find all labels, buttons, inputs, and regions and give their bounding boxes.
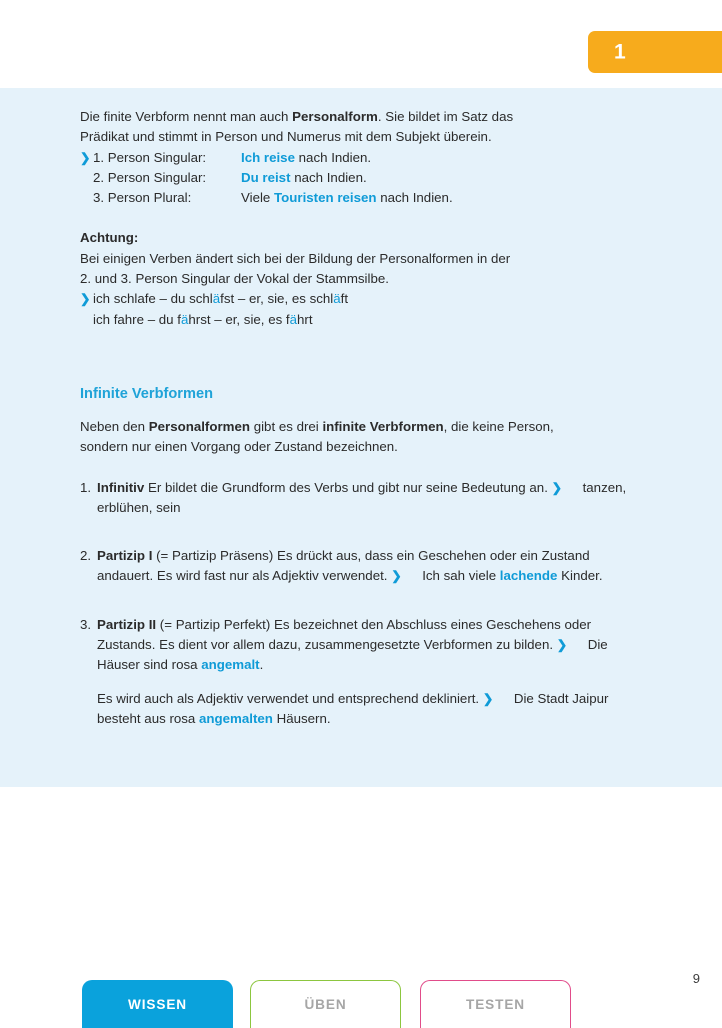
item-extra-text: Es wird auch als Adjektiv verwendet und entsprechend dekliniert. bbox=[97, 690, 480, 706]
ex1-part1: ich schlafe – du schl bbox=[93, 291, 213, 307]
list-item bbox=[80, 546, 630, 587]
person-accent-phrase: Du reist bbox=[241, 169, 291, 185]
example-accent: lachende bbox=[499, 568, 558, 584]
chevron-bullet-icon: ❯ bbox=[80, 292, 91, 307]
achtung-block bbox=[80, 228, 630, 329]
person-row bbox=[80, 148, 630, 168]
section-heading: Infinite Verbformen bbox=[80, 385, 213, 402]
ex2-vowel-1: ä bbox=[180, 311, 189, 327]
item-title-bold: Partizip I bbox=[97, 548, 153, 564]
chevron-bullet-icon: ❯ bbox=[80, 150, 91, 165]
example-post: . bbox=[259, 657, 264, 673]
item-body-line: allem dazu, zusammengesetzte Verbformen zu bilden. bbox=[233, 637, 554, 653]
section-intro-line-1 bbox=[80, 417, 630, 437]
chapter-number: 1 bbox=[614, 40, 626, 64]
achtung-title bbox=[80, 228, 630, 248]
extra-example-pre: Die Stadt Jaipur besteht aus rosa bbox=[97, 690, 609, 726]
achtung-title-text: Achtung: bbox=[80, 230, 139, 246]
item-title bbox=[97, 548, 273, 563]
ex1-part2: fst – er, sie, es schl bbox=[220, 291, 334, 307]
item-marker: 1. bbox=[80, 479, 92, 495]
achtung-line-1: Bei einigen Verben ändert sich bei der Bildung der Personalformen in der bbox=[80, 250, 511, 266]
item-body bbox=[97, 478, 630, 519]
ex2-part3: hrt bbox=[297, 311, 313, 327]
intro-line-2: Prädikat und stimmt in Person und Numerus mit dem Subjekt überein. bbox=[80, 129, 492, 145]
spacer bbox=[80, 518, 630, 546]
ex1-part3: ft bbox=[340, 291, 349, 307]
item-title-rest: (= Partizip Perfekt) bbox=[156, 616, 271, 632]
spacer bbox=[80, 208, 630, 228]
list-item bbox=[80, 615, 630, 729]
spacer bbox=[80, 330, 630, 366]
achtung-line-2: 2. und 3. Person Singular der Vokal der Stammsilbe. bbox=[80, 271, 389, 287]
person-accent-phrase: Touristen reisen bbox=[274, 190, 377, 206]
chapter-badge bbox=[588, 31, 722, 73]
chevron-bullet-icon: ❯ bbox=[556, 638, 568, 653]
item-title-rest: (= Partizip Präsens) bbox=[152, 548, 274, 564]
item-body-line: Es drückt aus, dass ein Geschehen oder ein Zustand andauert. Es wird fast bbox=[97, 548, 590, 584]
example-post: Kinder. bbox=[557, 568, 603, 584]
intro-text-a: Die finite Verbform nennt man auch bbox=[80, 109, 293, 124]
example-pre: Ich sah viele bbox=[422, 568, 500, 584]
item-title bbox=[97, 617, 270, 632]
item-marker: 2. bbox=[80, 548, 92, 564]
item-body-line: Er bildet die Grundform des Verbs und gibt nur seine Bedeutung an. bbox=[147, 479, 548, 495]
person-example-list bbox=[80, 148, 630, 209]
ex2-vowel-2: ä bbox=[289, 311, 298, 327]
spacer bbox=[80, 404, 630, 417]
person-label: 3. Person Plural: bbox=[93, 190, 192, 206]
chevron-bullet-icon: ❯ bbox=[551, 480, 563, 495]
sec-term-personalformen: Personalformen bbox=[148, 418, 250, 434]
spacer bbox=[80, 458, 630, 478]
spacer bbox=[97, 676, 630, 689]
item-body-line: Es bezeichnet den Abschluss eines Geschehens oder Zustands. Es dient vor bbox=[97, 616, 592, 653]
ex1-vowel-2: ä bbox=[333, 291, 341, 307]
intro-term-personalform: Personalform bbox=[292, 109, 378, 124]
tab-wissen[interactable]: WISSEN bbox=[82, 980, 233, 1028]
person-row bbox=[80, 188, 630, 208]
example-accent: angemalt bbox=[201, 657, 260, 673]
tab-testen[interactable]: TESTEN bbox=[420, 980, 571, 1028]
intro-text-c: . Sie bildet im Satz das bbox=[377, 109, 514, 124]
section-intro-line-2: sondern nur einen Vorgang oder Zustand bezeichnen. bbox=[80, 439, 398, 455]
item-example bbox=[391, 568, 602, 583]
intro-paragraph bbox=[80, 107, 630, 148]
example-pre: Die Häuser sind rosa bbox=[97, 637, 608, 673]
chevron-bullet-icon: ❯ bbox=[391, 569, 402, 584]
spacer bbox=[80, 366, 630, 384]
ex2-part2: hrst – er, sie, es f bbox=[188, 311, 290, 327]
sec-e: , die keine Person, bbox=[443, 418, 554, 434]
tab-ueben[interactable]: ÜBEN bbox=[250, 980, 401, 1028]
item-body bbox=[97, 615, 630, 729]
item-body bbox=[97, 546, 630, 587]
person-rest: nach Indien. bbox=[290, 169, 367, 185]
item-title-bold: Partizip II bbox=[97, 616, 157, 632]
item-title bbox=[97, 480, 144, 495]
extra-example-accent: angemalten bbox=[199, 710, 273, 726]
extra-example-post: Häusern. bbox=[272, 710, 331, 726]
item-marker: 3. bbox=[80, 616, 92, 632]
ex1-vowel-1: ä bbox=[212, 291, 221, 307]
chevron-bullet-icon: ❯ bbox=[482, 691, 494, 706]
person-accent-phrase: Ich reise bbox=[241, 149, 295, 165]
content-inner bbox=[0, 88, 722, 729]
person-prefix: Viele bbox=[241, 190, 275, 206]
content-panel bbox=[0, 88, 722, 787]
achtung-example-1 bbox=[80, 289, 630, 309]
section-intro bbox=[80, 417, 630, 458]
person-label: 2. Person Singular: bbox=[93, 169, 207, 185]
spacer bbox=[80, 587, 630, 615]
sec-term-infinite: infinite Verbformen bbox=[322, 418, 444, 434]
item-body-line: nur als Adjektiv verwendet. bbox=[229, 568, 388, 584]
person-label: 1. Person Singular: bbox=[93, 149, 207, 165]
tab-bar bbox=[0, 972, 722, 1020]
person-rest: nach Indien. bbox=[376, 190, 453, 206]
sec-c: gibt es drei bbox=[250, 418, 323, 434]
example-pre: tanzen, erblühen, sein bbox=[97, 479, 627, 515]
item-title-bold: Infinitiv bbox=[97, 479, 145, 495]
page-number: 9 bbox=[692, 971, 700, 986]
person-rest: nach Indien. bbox=[294, 149, 372, 165]
person-row bbox=[80, 168, 630, 188]
intro-line-1 bbox=[80, 107, 630, 127]
list-item bbox=[80, 478, 630, 519]
sec-a: Neben den bbox=[80, 418, 149, 434]
achtung-example-2 bbox=[80, 310, 630, 330]
ex2-part1: ich fahre – du f bbox=[93, 311, 181, 327]
